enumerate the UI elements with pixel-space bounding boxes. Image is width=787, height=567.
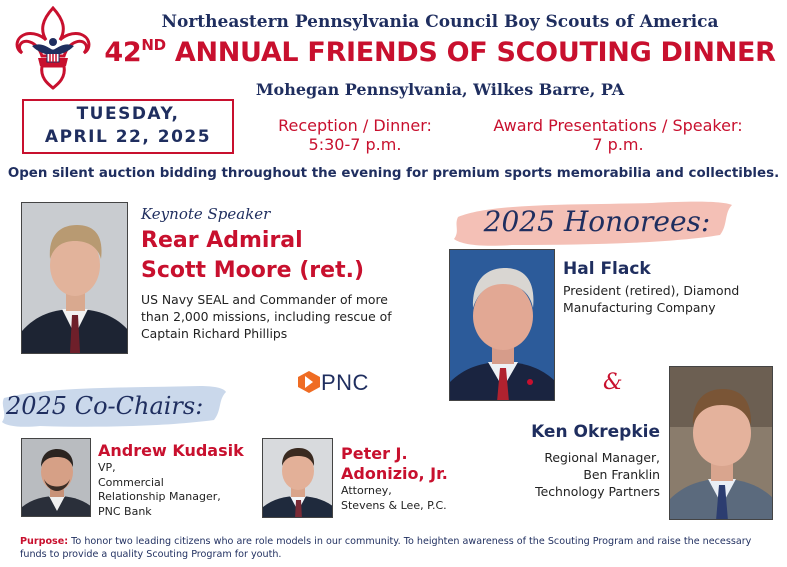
andrew-kudasik-title bbox=[98, 461, 248, 519]
andrew-kudasik-photo bbox=[21, 438, 91, 517]
hal-flack-photo bbox=[449, 249, 555, 401]
andrew-kudasik-title-line4: PNC Bank bbox=[98, 504, 152, 518]
keynote-label: Keynote Speaker bbox=[141, 205, 271, 223]
date-box bbox=[22, 99, 234, 154]
andrew-kudasik-title-line1: VP, bbox=[98, 461, 116, 474]
keynote-name-line2: Scott Moore (ret.) bbox=[141, 258, 364, 283]
event-date: APRIL 22, 2025 bbox=[44, 127, 212, 147]
purpose-statement bbox=[20, 535, 780, 561]
andrew-kudasik-title-line3: Relationship Manager, bbox=[98, 490, 221, 503]
cochairs-heading: 2025 Co-Chairs: bbox=[6, 392, 204, 420]
reception-label: Reception / Dinner: bbox=[278, 116, 432, 135]
ken-okrepkie-name: Ken Okrepkie bbox=[531, 422, 660, 442]
hal-flack-title-line2: Manufacturing Company bbox=[563, 300, 716, 315]
ordinal-suffix: ND bbox=[141, 36, 166, 54]
event-day: TUESDAY, bbox=[76, 104, 180, 124]
keynote-name-line1: Rear Admiral bbox=[141, 228, 303, 253]
honorees-heading: 2025 Honorees: bbox=[483, 205, 711, 238]
award-time-block bbox=[484, 116, 752, 154]
hal-flack-name: Hal Flack bbox=[563, 259, 651, 279]
bsa-fleur-de-lis-logo bbox=[12, 6, 94, 90]
andrew-kudasik-title-line2: Commercial bbox=[98, 475, 164, 489]
ampersand: & bbox=[603, 370, 623, 395]
auction-note: Open silent auction bidding throughout the evening for premium sports memorabilia and collectibles. bbox=[7, 166, 780, 181]
ken-okrepkie-title bbox=[500, 449, 660, 500]
purpose-text: To honor two leading citizens who are role models in our community. To heighten awareness of the Scouting Program and raise the necessary funds to provide a quality Scouting Program for youth. bbox=[20, 536, 752, 560]
ken-okrepkie-title-line3: Technology Partners bbox=[535, 484, 660, 499]
ordinal-number: 42 bbox=[104, 37, 142, 68]
reception-time: 5:30-7 p.m. bbox=[308, 135, 402, 154]
peter-adonizio-title bbox=[341, 484, 481, 513]
purpose-label: Purpose: bbox=[20, 536, 69, 547]
peter-adonizio-name-line2: Adonizio, Jr. bbox=[341, 464, 448, 483]
andrew-kudasik-name: Andrew Kudasik bbox=[98, 441, 244, 460]
keynote-speaker-photo bbox=[21, 202, 128, 354]
ken-okrepkie-title-line2: Ben Franklin bbox=[583, 467, 660, 482]
venue: Mohegan Pennsylvania, Wilkes Barre, PA bbox=[255, 80, 625, 99]
hal-flack-title bbox=[563, 282, 763, 316]
pnc-icon bbox=[296, 369, 322, 395]
award-label: Award Presentations / Speaker: bbox=[493, 116, 743, 135]
pnc-sponsor-name: PNC bbox=[321, 370, 369, 395]
peter-adonizio-title-line2: Stevens & Lee, P.C. bbox=[341, 498, 447, 512]
ken-okrepkie-photo bbox=[669, 366, 773, 520]
hal-flack-title-line1: President (retired), Diamond bbox=[563, 283, 740, 298]
peter-adonizio-title-line1: Attorney, bbox=[341, 484, 392, 497]
reception-time-block bbox=[262, 116, 448, 154]
peter-adonizio-photo bbox=[262, 438, 333, 518]
council-name: Northeastern Pennsylvania Council Boy Scouts of America bbox=[161, 12, 719, 32]
award-time: 7 p.m. bbox=[592, 135, 644, 154]
event-title-text: ANNUAL FRIENDS OF SCOUTING DINNER bbox=[174, 37, 776, 68]
peter-adonizio-name-line1: Peter J. bbox=[341, 444, 408, 463]
event-title bbox=[100, 36, 780, 68]
ken-okrepkie-title-line1: Regional Manager, bbox=[544, 450, 660, 465]
keynote-bio: US Navy SEAL and Commander of more than 2,000 missions, including rescue of Captain Richard Phillips bbox=[141, 292, 392, 341]
peter-adonizio-name bbox=[341, 444, 481, 484]
